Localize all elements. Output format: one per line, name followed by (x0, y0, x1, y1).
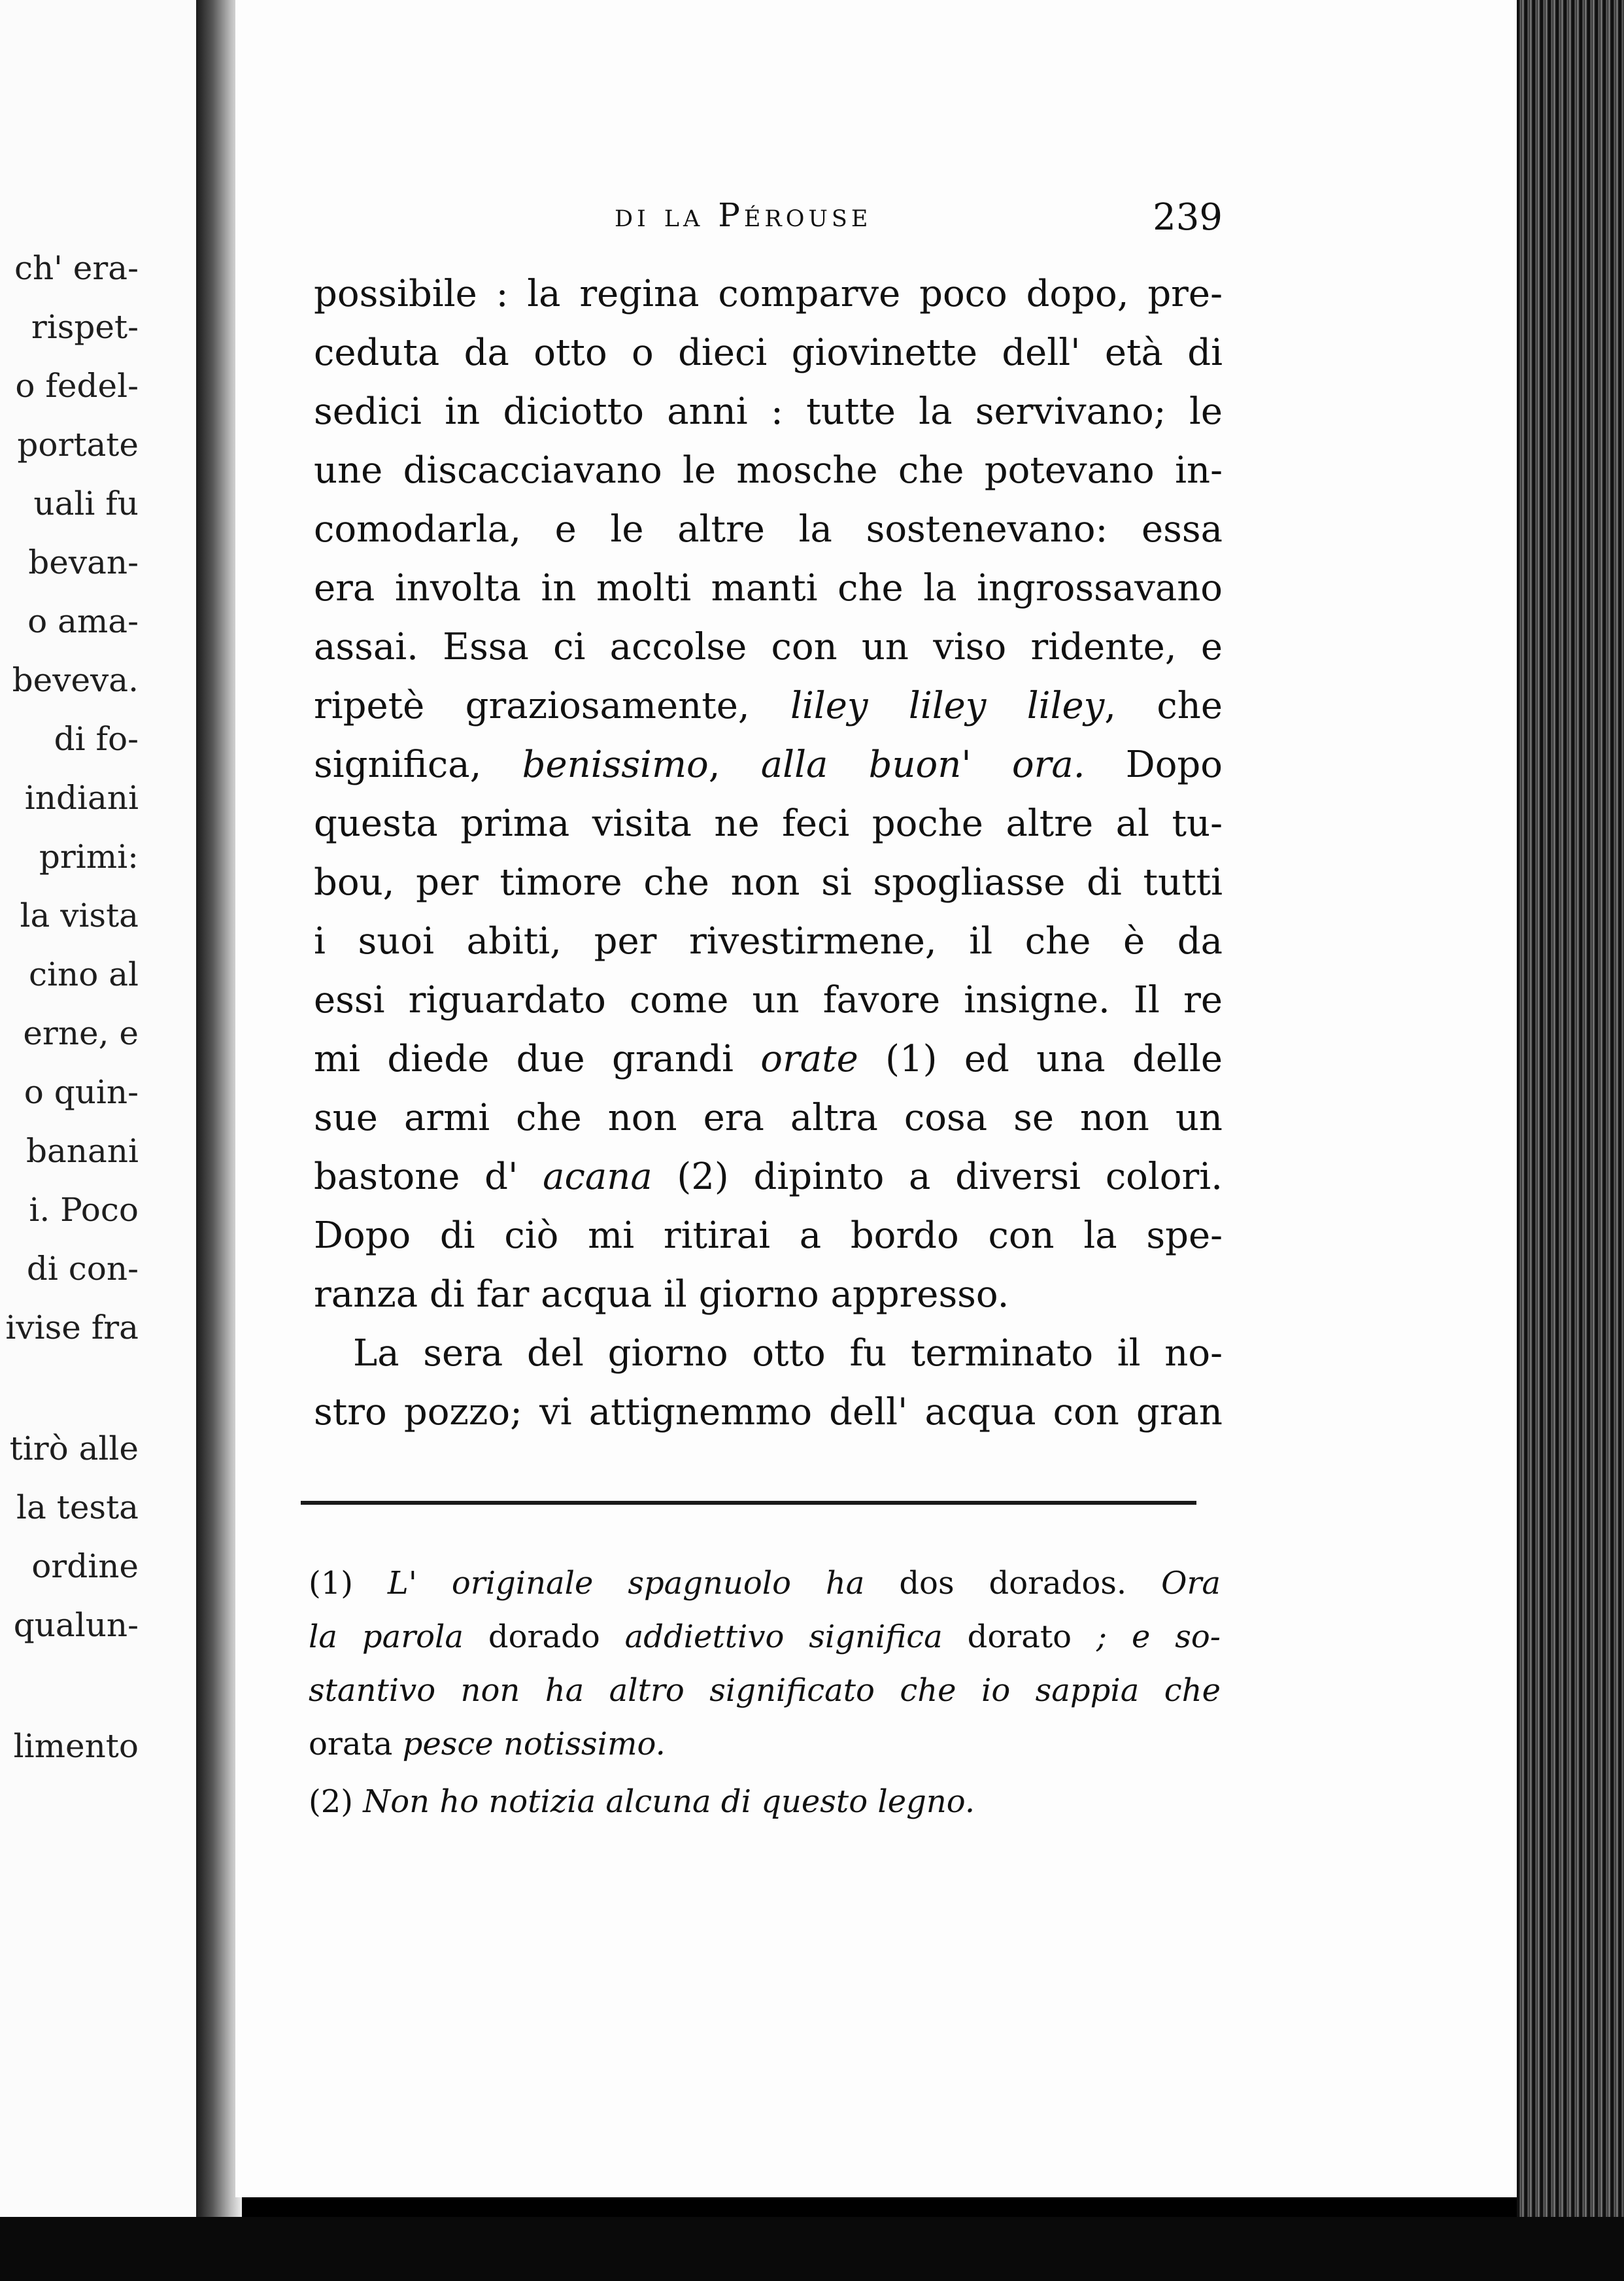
text-line: stro pozzo; vi attignemmo dell' acqua con gran (314, 1391, 1223, 1433)
text-run: bastone d' (314, 1156, 543, 1198)
text-line (314, 677, 1223, 736)
facing-page-line: bevan- (28, 543, 139, 581)
italic-phrase: benissimo (522, 744, 709, 786)
text-run: mi diede due grandi (314, 1038, 761, 1080)
footnote-line: stantivo non ha altro significato che io sappia che (309, 1672, 1221, 1709)
facing-page-line: ivise fra (5, 1309, 139, 1346)
facing-page-line: la vista (20, 897, 139, 935)
italic-phrase: alla buon' ora. (760, 744, 1085, 786)
facing-page-line: portate (17, 426, 139, 464)
facing-page-line: rispet- (31, 308, 139, 346)
text-line (314, 1148, 1223, 1207)
facing-page-line: o quin- (24, 1073, 139, 1111)
footnote-line (309, 1556, 1221, 1610)
page-edges (1517, 0, 1624, 2281)
text-run: significa, (314, 744, 522, 786)
facing-page-line: ordine (31, 1547, 139, 1585)
text-line: i suoi abiti, per rivestirmene, il che è da (314, 920, 1223, 963)
italic-phrase: liley liley liley (790, 685, 1105, 727)
facing-page-line: erne, e (23, 1014, 139, 1052)
text-line: era involta in molti manti che la ingrossavano (314, 567, 1223, 609)
italic-phrase: la parola (309, 1619, 464, 1655)
footnotes (309, 1556, 1221, 1828)
text-line: essi riguardato come un favore insigne. Il re (314, 979, 1223, 1021)
facing-page-line: tirò alle (9, 1430, 139, 1467)
text-run: , che (1104, 685, 1223, 727)
italic-phrase: ; e so- (1096, 1619, 1221, 1655)
facing-page-line: o fedel- (15, 367, 139, 405)
italic-phrase: orate (760, 1038, 858, 1080)
facing-page-line: primi: (39, 838, 139, 876)
italic-phrase: addiettivo significa (624, 1619, 943, 1655)
text-line: ranza di far acqua il giorno appresso. (314, 1273, 1009, 1316)
facing-page-line: di con- (26, 1250, 139, 1288)
text-line: Dopo di ciò mi ritirai a bordo con la spe- (314, 1214, 1223, 1257)
text-line (314, 736, 1223, 795)
text-line: La sera del giorno otto fu terminato il no- (353, 1332, 1223, 1375)
text-line: possibile : la regina comparve poco dopo, pre- (314, 273, 1223, 315)
footnote-line (309, 1775, 1221, 1828)
footnote-line (309, 1610, 1221, 1664)
text-run: ripetè graziosamente, (314, 685, 791, 727)
text-line: questa prima visita ne feci poche altre al tu- (314, 802, 1223, 845)
facing-page-line: ch' era- (14, 249, 139, 287)
body-text (314, 265, 1223, 1442)
page-number: 239 (1153, 196, 1223, 239)
facing-page-line: qualun- (13, 1606, 139, 1644)
footnote-line (309, 1717, 1221, 1771)
text-line: sedici in diciotto anni : tutte la servivano; le (314, 390, 1223, 433)
text-line (314, 1030, 1223, 1089)
text-line: bou, per timore che non si spogliasse di tutti (314, 861, 1223, 904)
text-run: dorato (942, 1619, 1096, 1655)
text-line: ceduta da otto o dieci giovinette dell' età di (314, 332, 1223, 374)
text-run: orata (309, 1726, 403, 1762)
text-run: (1) ed una delle (858, 1038, 1223, 1080)
text-run: Dopo (1085, 744, 1223, 786)
text-run: dos dorados. (864, 1565, 1162, 1602)
facing-page-line: indiani (24, 779, 139, 817)
facing-page-line: limento (13, 1727, 139, 1765)
text-run: , (708, 744, 761, 786)
facing-page-line: la testa (16, 1488, 139, 1526)
page-header (615, 196, 1223, 239)
italic-phrase: Non ho notizia alcuna di questo legno. (363, 1783, 975, 1820)
facing-page-line: uali fu (33, 485, 139, 523)
facing-page-line: o ama- (27, 602, 139, 640)
facing-page (0, 0, 205, 2230)
facing-page-line: i. Poco (29, 1191, 139, 1229)
text-run: (1) (309, 1565, 388, 1602)
text-line: une discacciavano le mosche che potevano in- (314, 449, 1223, 492)
running-head: di la Pérouse (615, 196, 872, 234)
facing-page-line: banani (25, 1132, 139, 1170)
text-run: (2) dipinto a diversi colori. (652, 1156, 1223, 1198)
facing-page-line: cino al (29, 955, 139, 993)
italic-phrase: pesce notissimo. (402, 1726, 666, 1762)
facing-page-line: beveva. (12, 661, 139, 699)
italic-phrase: acana (543, 1156, 652, 1198)
text-line: sue armi che non era altra cosa se non un (314, 1097, 1223, 1139)
text-line: assai. Essa ci accolse con un viso ridente, e (314, 626, 1223, 668)
footnote-rule (301, 1501, 1196, 1505)
italic-phrase: Ora (1161, 1565, 1221, 1602)
text-run: (2) (309, 1783, 364, 1820)
text-run: dorado (464, 1619, 625, 1655)
text-line: comodarla, e le altre la sostenevano: essa (314, 508, 1223, 551)
italic-phrase: L' originale spagnuolo ha (387, 1565, 865, 1602)
facing-page-line: di fo- (54, 720, 139, 758)
scan-border (0, 2217, 1624, 2281)
